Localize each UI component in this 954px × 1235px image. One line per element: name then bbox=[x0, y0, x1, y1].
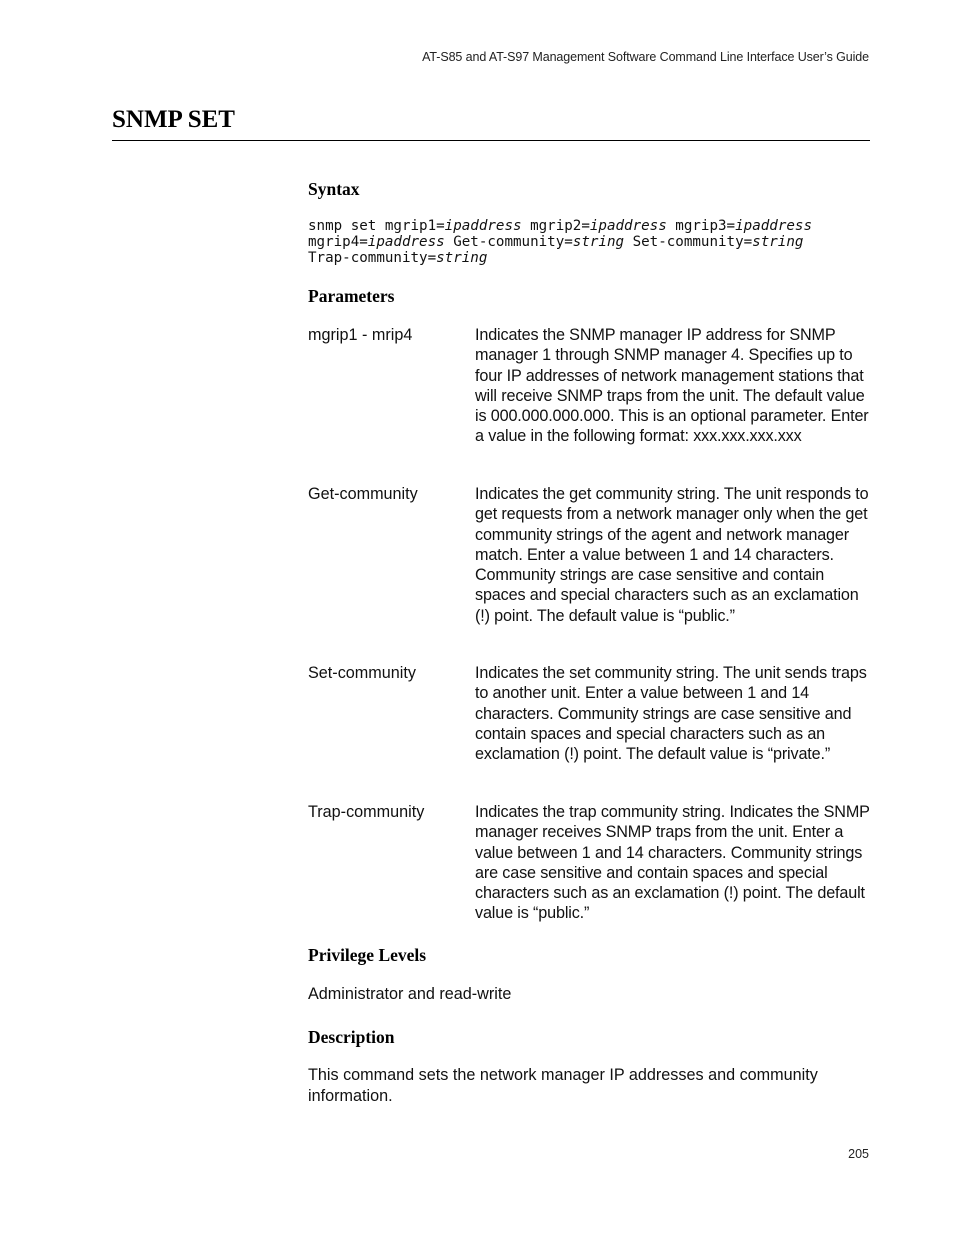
parameter-description: Indicates the trap community string. Indicates the SNMP manager receives SNMP traps from the unit. Enter a value between 1 and 14 characters. Community strings are case sensitive and contain spaces and special characters such as an exclamation (!) point. The default value is “public.” bbox=[475, 803, 870, 923]
syntax-keyword: Set-community= bbox=[624, 234, 753, 250]
syntax-keyword: mgrip2= bbox=[521, 218, 590, 234]
parameter-name: Set-community bbox=[308, 664, 416, 682]
parameter-description: Indicates the set community string. The unit sends traps to another unit. Enter a value between 1 and 14 characters. Community strings are case sensitive and contain spaces and special characters such as an exclamation (!) point. The default value is “private.” bbox=[475, 664, 867, 764]
running-header: AT-S85 and AT-S97 Management Software Command Line Interface User’s Guide bbox=[422, 50, 869, 64]
syntax-variable: ipaddress bbox=[444, 218, 522, 234]
syntax-keyword: Trap-community= bbox=[308, 250, 437, 266]
page-number: 205 bbox=[848, 1147, 869, 1161]
parameter-name: mgrip1 - mrip4 bbox=[308, 326, 413, 344]
page-title: SNMP SET bbox=[112, 106, 235, 133]
syntax-line bbox=[308, 234, 870, 250]
syntax-keyword: mgrip4= bbox=[308, 234, 368, 250]
syntax-code-block bbox=[308, 218, 870, 266]
syntax-variable: string bbox=[436, 250, 488, 266]
privilege-levels-heading: Privilege Levels bbox=[308, 945, 427, 965]
syntax-variable: ipaddress bbox=[589, 218, 667, 234]
privilege-levels-text: Administrator and read-write bbox=[308, 985, 512, 1003]
syntax-variable: ipaddress bbox=[735, 218, 812, 234]
syntax-keyword: Get-community= bbox=[444, 234, 573, 250]
parameter-name: Get-community bbox=[308, 485, 418, 503]
description-text: This command sets the network manager IP addresses and community information. bbox=[308, 1066, 818, 1105]
syntax-variable: string bbox=[572, 234, 625, 250]
description-heading: Description bbox=[308, 1027, 395, 1047]
parameter-description: Indicates the get community string. The unit responds to get requests from a network manager only when the get community strings of the agent and network manager match. Enter a value between 1 and 14 characters. Community strings are case sensitive and contain spaces and special characters such as an exclamation (!) point. The default value is “public.” bbox=[475, 485, 869, 625]
syntax-variable: ipaddress bbox=[367, 234, 445, 250]
parameter-description: Indicates the SNMP manager IP address for SNMP manager 1 through SNMP manager 4. Specifies up to four IP addresses of network management stations that will receive SNMP traps from the unit. The default value is 000.000.000.000. This is an optional parameter. Enter a value in the following format: xxx.xxx.xxx.xxx bbox=[475, 326, 869, 446]
syntax-keyword: mgrip3= bbox=[666, 218, 736, 234]
parameter-name: Trap-community bbox=[308, 803, 425, 821]
title-rule bbox=[112, 140, 870, 141]
parameters-heading: Parameters bbox=[308, 286, 395, 306]
syntax-keyword: snmp set mgrip1= bbox=[308, 218, 445, 234]
syntax-line bbox=[308, 250, 870, 266]
syntax-heading: Syntax bbox=[308, 179, 360, 199]
syntax-line bbox=[308, 218, 870, 234]
syntax-variable: string bbox=[752, 234, 804, 250]
